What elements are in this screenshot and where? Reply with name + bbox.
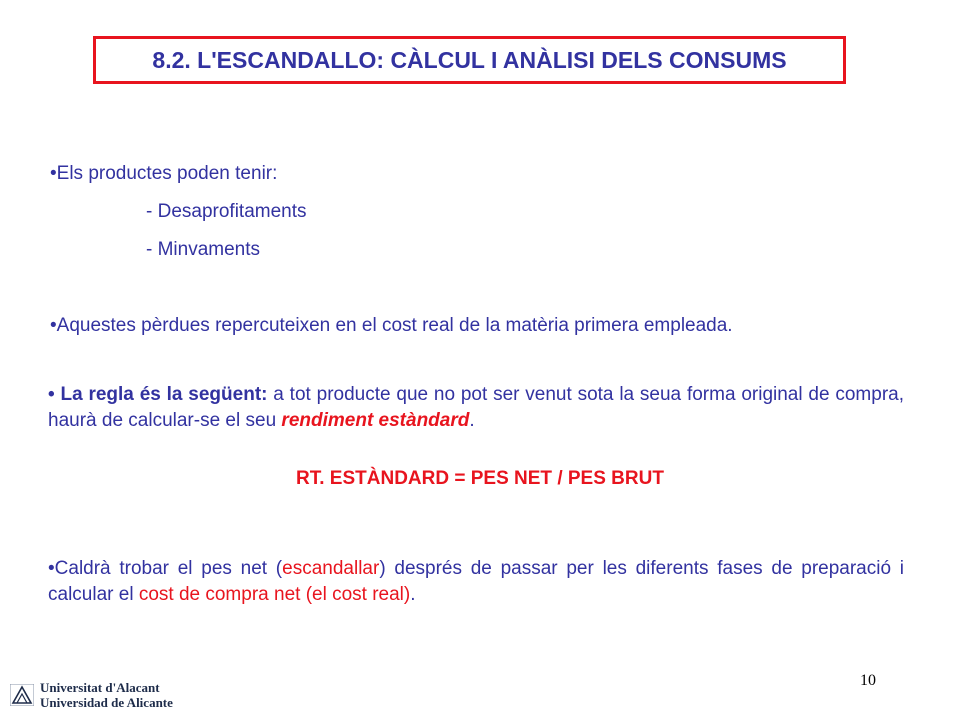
rule-body: a tot producte que no pot ser venut sota la seua forma original de compra, haurà de calcular-se el seu	[48, 384, 904, 431]
final-paragraph	[48, 556, 904, 608]
final-part1: •Caldrà trobar el pes net (	[48, 558, 283, 579]
bullet-losses: •Aquestes pèrdues repercuteixen en el cost real de la matèria primera empleada.	[50, 315, 733, 336]
bullet-sub-desaprofitaments: - Desaprofitaments	[146, 201, 307, 222]
final-red1: escandallar	[282, 558, 380, 579]
university-logo-icon	[10, 684, 34, 706]
bullet-sub-minvaments: - Minvaments	[146, 239, 261, 260]
final-end: .	[410, 584, 416, 605]
final-red2: cost de compra net (el cost real)	[138, 584, 411, 605]
rule-lead: • La regla és la següent:	[48, 384, 268, 405]
rule-end: .	[469, 410, 475, 431]
logo-line-1: Universitat d'Alacant	[40, 680, 160, 695]
formula: RT. ESTÀNDARD = PES NET / PES BRUT	[296, 468, 664, 489]
bullet-intro: •Els productes poden tenir:	[50, 163, 278, 184]
slide-title: 8.2. L'ESCANDALLO: CÀLCUL I ANÀLISI DELS CONSUMS	[152, 46, 787, 73]
rule-emphasis: rendiment estàndard	[281, 410, 470, 431]
university-logo	[10, 680, 173, 710]
title-box	[93, 36, 846, 84]
final-part2: ) després de passar per les diferents fases de preparació i calcular el	[48, 558, 904, 605]
page-number: 10	[860, 672, 876, 689]
logo-line-2: Universidad de Alicante	[40, 695, 173, 710]
rule-paragraph	[48, 382, 904, 434]
